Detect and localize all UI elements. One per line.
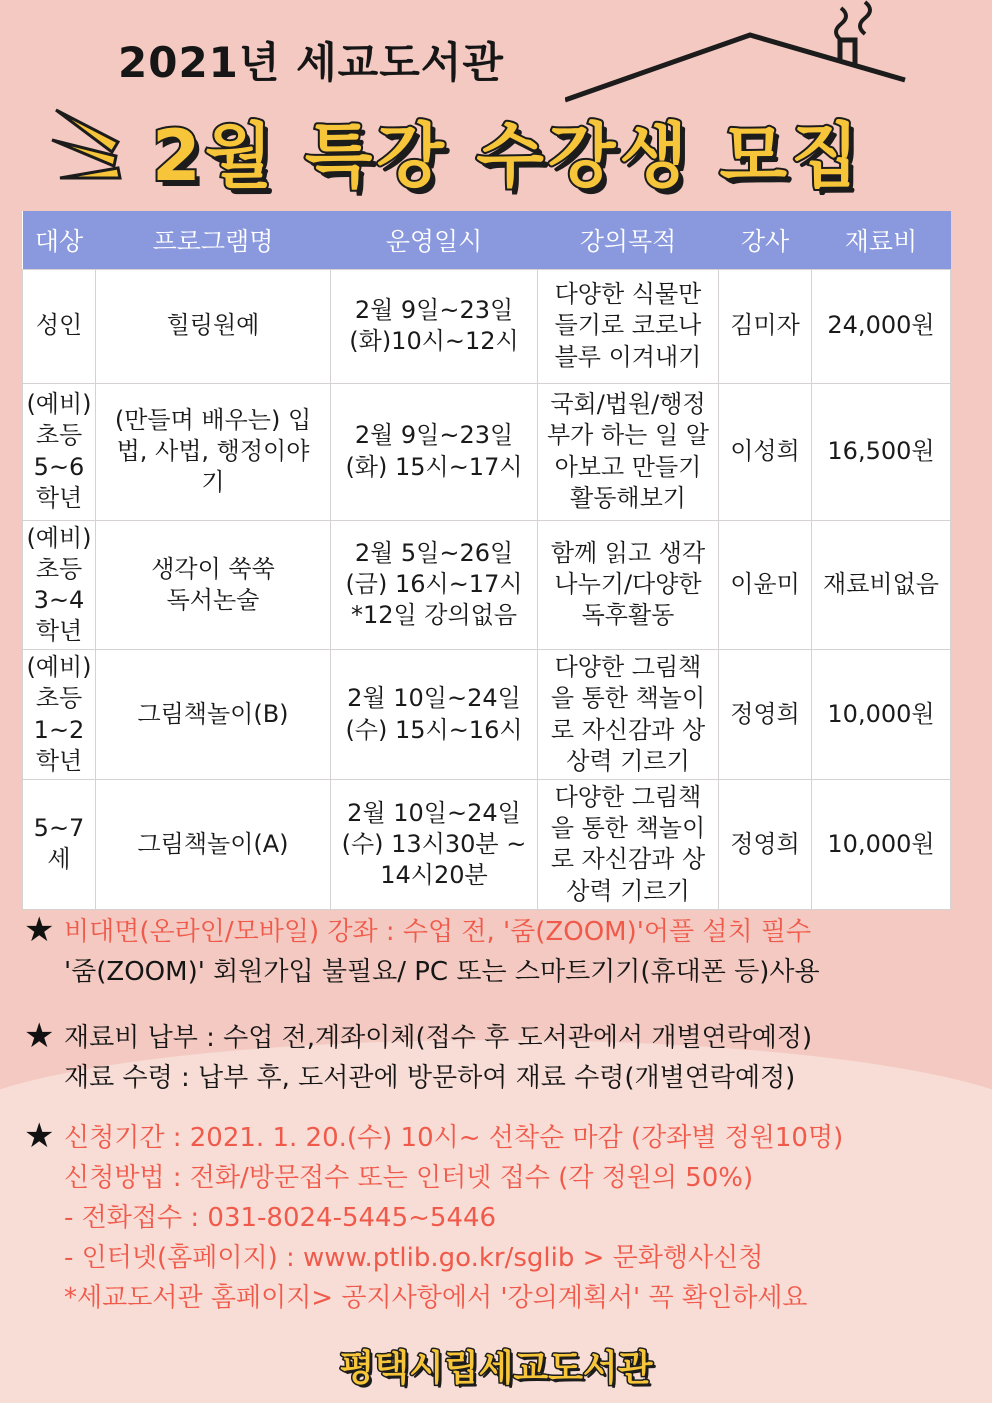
table-cell-program: 생각이 쑥쑥 독서논술 xyxy=(96,520,331,650)
table-cell-program: 그림책놀이(B) xyxy=(96,650,331,780)
footer-organization: 평택시립세교도서관 xyxy=(339,1348,653,1389)
table-cell-teacher: 이성희 xyxy=(719,383,812,520)
note-apply-method: 신청방법 : 전화/방문접수 또는 인터넷 접수 (각 정원의 50%) xyxy=(64,1163,754,1193)
table-cell-target: (예비) 초등 5~6 학년 xyxy=(23,383,96,520)
table-cell-target: (예비) 초등 1~2 학년 xyxy=(23,650,96,780)
table-cell-target: 5~7 세 xyxy=(23,780,96,910)
table-row xyxy=(23,383,951,520)
note-online-line2: '줌(ZOOM)' 회원가입 불필요/ PC 또는 스마트기기(휴대폰 등)사용 xyxy=(64,957,820,987)
table-body xyxy=(23,269,951,909)
table-cell-purpose: 다양한 식물만 들기로 코로나 블루 이겨내기 xyxy=(538,269,719,383)
table-cell-schedule: 2월 10일~24일 (수) 15시~16시 xyxy=(331,650,538,780)
table-cell-schedule: 2월 9일~23일 (화)10시~12시 xyxy=(331,269,538,383)
note-apply-web: - 인터넷(홈페이지) : www.ptlib.go.kr/sglib > 문화행사신청 xyxy=(64,1243,764,1273)
table-cell-fee: 10,000원 xyxy=(812,780,951,910)
note-fee-line1: 재료비 납부 : 수업 전,계좌이체(접수 후 도서관에서 개별연락예정) xyxy=(64,1023,813,1053)
table-cell-target: (예비) 초등 3~4 학년 xyxy=(23,520,96,650)
column-header-fee: 재료비 xyxy=(812,211,951,269)
poster-header xyxy=(0,0,992,205)
table-cell-teacher: 이윤미 xyxy=(719,520,812,650)
column-header-purpose: 강의목적 xyxy=(538,211,719,269)
table-cell-fee: 10,000원 xyxy=(812,650,951,780)
poster-title: 2월 특강 수강생 모집 xyxy=(152,115,863,197)
table-cell-program: 그림책놀이(A) xyxy=(96,780,331,910)
table-cell-purpose: 함께 읽고 생각 나누기/다양한 독후활동 xyxy=(538,520,719,650)
table-cell-schedule: 2월 10일~24일 (수) 13시30분 ~ 14시20분 xyxy=(331,780,538,910)
table-cell-program: (만들며 배우는) 입 법, 사법, 행정이야 기 xyxy=(96,383,331,520)
table-cell-target: 성인 xyxy=(23,269,96,383)
note-apply-period: 신청기간 : 2021. 1. 20.(수) 10시~ 선착순 마감 (강좌별 정원10명) xyxy=(64,1123,844,1153)
table-cell-teacher: 정영희 xyxy=(719,650,812,780)
table-row xyxy=(23,650,951,780)
burst-lines-icon xyxy=(48,100,158,190)
table-row xyxy=(23,520,951,650)
table-cell-purpose: 다양한 그림책 을 통한 책놀이 로 자신감과 상 상력 기르기 xyxy=(538,780,719,910)
table-row xyxy=(23,780,951,910)
table-cell-teacher: 정영희 xyxy=(719,780,812,910)
table-cell-purpose: 국회/법원/행정 부가 하는 일 알 아보고 만들기 활동해보기 xyxy=(538,383,719,520)
table-cell-schedule: 2월 5일~26일 (금) 16시~17시 *12일 강의없음 xyxy=(331,520,538,650)
note-apply-phone: - 전화접수 : 031-8024-5445~5446 xyxy=(64,1203,497,1233)
column-header-teacher: 강사 xyxy=(719,211,812,269)
table-header-row xyxy=(23,211,951,269)
column-header-schedule: 운영일시 xyxy=(331,211,538,269)
table-cell-schedule: 2월 9일~23일 (화) 15시~17시 xyxy=(331,383,538,520)
table-cell-purpose: 다양한 그림책 을 통한 책놀이 로 자신감과 상 상력 기르기 xyxy=(538,650,719,780)
table-cell-fee: 재료비없음 xyxy=(812,520,951,650)
note-fee-line2: 재료 수령 : 납부 후, 도서관에 방문하여 재료 수령(개별연락예정) xyxy=(64,1063,796,1093)
star-bullet-icon: ★ xyxy=(24,910,55,950)
table-cell-program: 힐링원예 xyxy=(96,269,331,383)
program-table-wrapper xyxy=(22,211,950,910)
table-cell-fee: 24,000원 xyxy=(812,269,951,383)
note-online-line1: 비대면(온라인/모바일) 강좌 : 수업 전, '줌(ZOOM)'어플 설치 필수 xyxy=(64,917,812,947)
table-row xyxy=(23,269,951,383)
poster-subtitle: 2021년 세교도서관 xyxy=(118,38,504,87)
note-apply xyxy=(26,1118,843,1318)
note-apply-notice: *세교도서관 홈페이지> 공지사항에서 '강의계획서' 꼭 확인하세요 xyxy=(64,1283,808,1313)
star-bullet-icon: ★ xyxy=(24,1016,55,1056)
note-online xyxy=(26,912,820,992)
note-fee xyxy=(26,1018,812,1098)
column-header-target: 대상 xyxy=(23,211,96,269)
program-table xyxy=(22,211,951,910)
table-cell-fee: 16,500원 xyxy=(812,383,951,520)
star-bullet-icon: ★ xyxy=(24,1116,55,1156)
column-header-program: 프로그램명 xyxy=(96,211,331,269)
table-cell-teacher: 김미자 xyxy=(719,269,812,383)
